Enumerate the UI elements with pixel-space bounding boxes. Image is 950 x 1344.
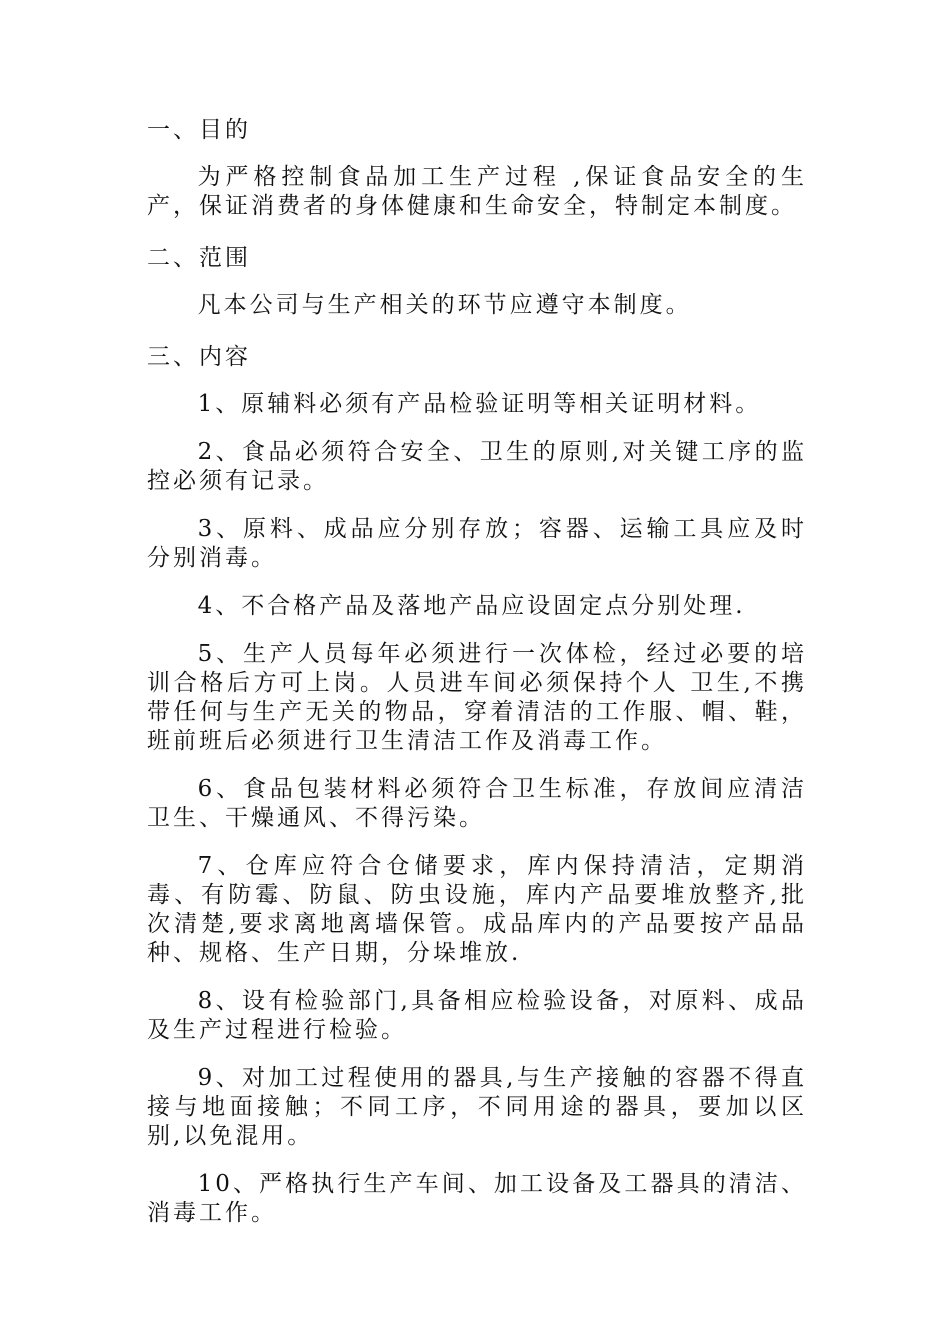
document-body bbox=[147, 112, 807, 1247]
section-purpose bbox=[147, 112, 807, 221]
list-item: 5、生产人员每年必须进行一次体检，经过必要的培训合格后方可上岗。人员进车间必须保持个人 卫生,不携带任何与生产无关的物品，穿着清洁的工作服、帽、鞋，班前班后必须进行卫生清洁工作及消毒工作。 bbox=[147, 641, 807, 754]
list-item: 10、严格执行生产车间、加工设备及工器具的清洁、消毒工作。 bbox=[147, 1171, 807, 1226]
list-item: 3、原料、成品应分别存放；容器、运输工具应及时分别消毒。 bbox=[147, 516, 807, 571]
list-item: 4、不合格产品及落地产品应设固定点分别处理. bbox=[197, 593, 746, 619]
list-item: 6、食品包装材料必须符合卫生标准，存放间应清洁卫生、干燥通风、不得污染。 bbox=[147, 776, 807, 831]
section-heading: 二、范围 bbox=[147, 245, 251, 271]
list-item: 8、设有检验部门,具备相应检验设备，对原料、成品及生产过程进行检验。 bbox=[147, 988, 807, 1043]
list-item: 7、仓库应符合仓储要求，库内保持清洁，定期消毒、有防霉、防鼠、防虫设施，库内产品要堆放整齐,批次清楚,要求离地离墙保管。成品库内的产品要按产品品种、规格、生产日期，分垛堆放. bbox=[147, 853, 807, 966]
section-content bbox=[147, 339, 807, 1228]
paragraph: 凡本公司与生产相关的环节应遵守本制度。 bbox=[197, 292, 692, 318]
list-item: 2、食品必须符合安全、卫生的原则,对关键工序的监控必须有记录。 bbox=[147, 439, 807, 494]
list-item: 1、原辅料必须有产品检验证明等相关证明材料。 bbox=[197, 391, 762, 417]
section-scope bbox=[147, 240, 807, 320]
paragraph: 为严格控制食品加工生产过程 ,保证食品安全的生产，保证消费者的身体健康和生命安全，特制定本制度。 bbox=[147, 164, 807, 219]
section-heading: 一、目的 bbox=[147, 117, 251, 143]
list-item: 9、对加工过程使用的器具,与生产接触的容器不得直接与地面接触；不同工序，不同用途的器具，要加以区别,以免混用。 bbox=[147, 1065, 807, 1149]
section-heading: 三、内容 bbox=[147, 344, 251, 370]
